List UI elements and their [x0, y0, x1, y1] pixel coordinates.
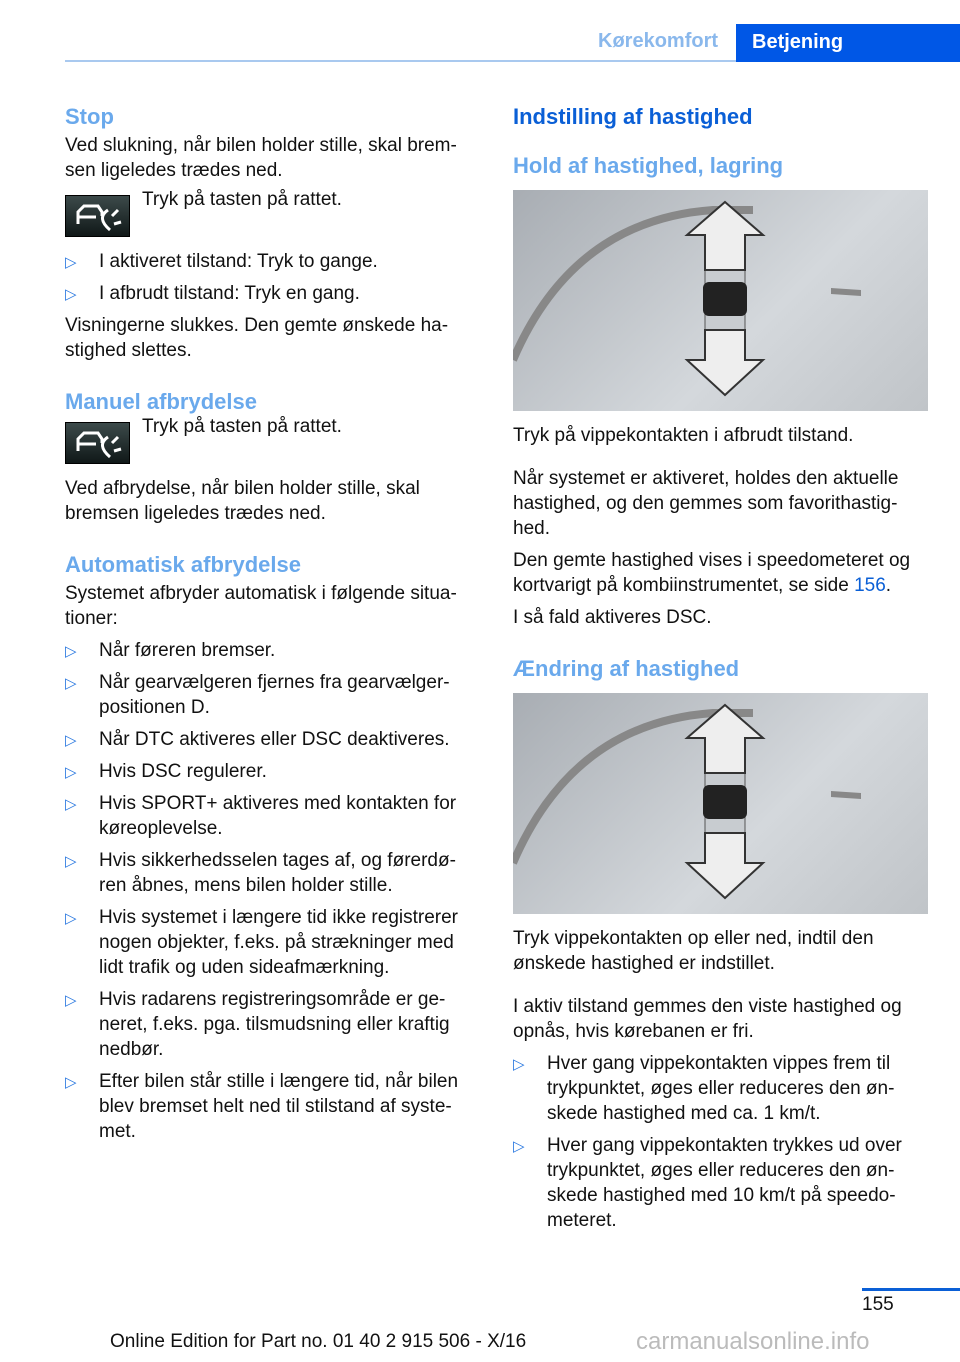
stop-after-text: Visningerne slukkes. Den gemte ønskede ha-stighed slettes. [65, 315, 449, 361]
bullet-triangle-icon: ▷ [513, 1056, 525, 1073]
bullet-triangle-icon: ▷ [65, 254, 77, 271]
cruise-control-button-icon [65, 195, 130, 237]
change-text: I aktiv tilstand gemmes den viste hastighed og opnås, hvis kørebanen er fri. [513, 996, 902, 1042]
hold-text-1: Når systemet er aktiveret, holdes den aktuelle hastighed, og den gemmes som favorithastig-hed. [513, 468, 899, 539]
page-link-156[interactable]: 156 [854, 575, 886, 596]
list-item: ▷ Hver gang vippekontakten vippes frem til trykpunktet, øges eller reduceres den øn-skede hastighed med ca. 1 km/t. [513, 1053, 895, 1124]
stop-heading: Stop [65, 104, 114, 129]
bullet-triangle-icon: ▷ [65, 1074, 77, 1091]
bullet-triangle-icon: ▷ [513, 1138, 525, 1155]
list-item: ▷ Hver gang vippekontakten trykkes ud over trykpunktet, øges eller reduceres den øn-skede hastighed med 10 km/t på speedo-meteret. [513, 1135, 902, 1231]
hold-text-2: Den gemte hastighed vises i speedometeret og kortvarigt på kombiinstrumentet, se side 156. [513, 550, 911, 596]
watermark: carmanualsonline.info [636, 1328, 870, 1355]
list-item: ▷ Hvis DSC regulerer. [65, 759, 483, 784]
left-column [65, 104, 483, 1144]
section-heading: Indstilling af hastighed [513, 104, 753, 129]
steering-wheel-rocker-image [513, 693, 928, 914]
stop-text: Ved slukning, når bilen holder stille, skal brem-sen ligeledes trædes ned. [65, 135, 457, 181]
bullet-triangle-icon: ▷ [65, 643, 77, 660]
hold-text-3: I så fald aktiveres DSC. [513, 607, 712, 628]
tab-betjening[interactable]: Betjening [736, 24, 960, 62]
manual-icon-row [65, 416, 483, 464]
list-item: ▷ Når føreren bremser. [65, 638, 483, 663]
steering-wheel-rocker-image [513, 190, 928, 411]
page-number: 155 [862, 1294, 894, 1315]
list-item: ▷ Hvis radarens registreringsområde er ge-neret, f.eks. pga. tilsmudsning eller kraftig nedbør. [65, 989, 450, 1060]
change-list [513, 1051, 931, 1233]
list-item: ▷ Hvis systemet i længere tid ikke registrerer nogen objekter, f.eks. på strækninger med lidt trafik og uden sideafmærkning. [65, 907, 458, 978]
bullet-triangle-icon: ▷ [65, 764, 77, 781]
tab-korekomfort[interactable]: Kørekomfort [598, 30, 719, 52]
change-heading: Ændring af hastighed [513, 656, 740, 681]
bullet-triangle-icon: ▷ [65, 675, 77, 692]
auto-text: Systemet afbryder automatisk i følgende situa-tioner: [65, 583, 457, 629]
change-caption: Tryk vippekontakten op eller ned, indtil den ønskede hastighed er indstillet. [513, 928, 874, 974]
auto-heading: Automatisk afbrydelse [65, 552, 301, 577]
right-column [513, 104, 931, 1233]
list-item: ▷ I aktiveret tilstand: Tryk to gange. [65, 249, 483, 274]
manual-heading: Manuel afbrydelse [65, 389, 257, 414]
bullet-triangle-icon: ▷ [65, 796, 77, 813]
auto-list [65, 638, 483, 1144]
bullet-triangle-icon: ▷ [65, 286, 77, 303]
bullet-triangle-icon: ▷ [65, 732, 77, 749]
hold-heading: Hold af hastighed, lagring [513, 153, 784, 178]
bullet-triangle-icon: ▷ [65, 910, 77, 927]
footer-edition: Online Edition for Part no. 01 40 2 915 506 - X/16 [110, 1331, 527, 1352]
list-item: ▷ Når DTC aktiveres eller DSC deaktiveres. [65, 727, 483, 752]
stop-icon-row [65, 189, 483, 237]
manual-text: Ved afbrydelse, når bilen holder stille, skal bremsen ligeledes trædes ned. [65, 478, 420, 524]
list-item: ▷ I afbrudt tilstand: Tryk en gang. [65, 281, 483, 306]
manual-icon-text: Tryk på tasten på rattet. [142, 416, 342, 437]
hold-caption: Tryk på vippekontakten i afbrudt tilstand. [513, 425, 854, 446]
page-number-rule [862, 1288, 960, 1291]
bullet-triangle-icon: ▷ [65, 853, 77, 870]
stop-icon-text: Tryk på tasten på rattet. [142, 189, 342, 210]
list-item: ▷ Når gearvælgeren fjernes fra gearvælger-positionen D. [65, 672, 450, 718]
list-item: ▷ Efter bilen står stille i længere tid, når bilen blev bremset helt ned til stilstand af syste-met. [65, 1071, 459, 1142]
bullet-triangle-icon: ▷ [65, 992, 77, 1009]
cruise-control-button-icon [65, 422, 130, 464]
list-item: ▷ Hvis sikkerhedsselen tages af, og førerdø-ren åbnes, mens bilen holder stille. [65, 850, 456, 896]
list-item: ▷ Hvis SPORT+ aktiveres med kontakten for køreoplevelse. [65, 793, 457, 839]
